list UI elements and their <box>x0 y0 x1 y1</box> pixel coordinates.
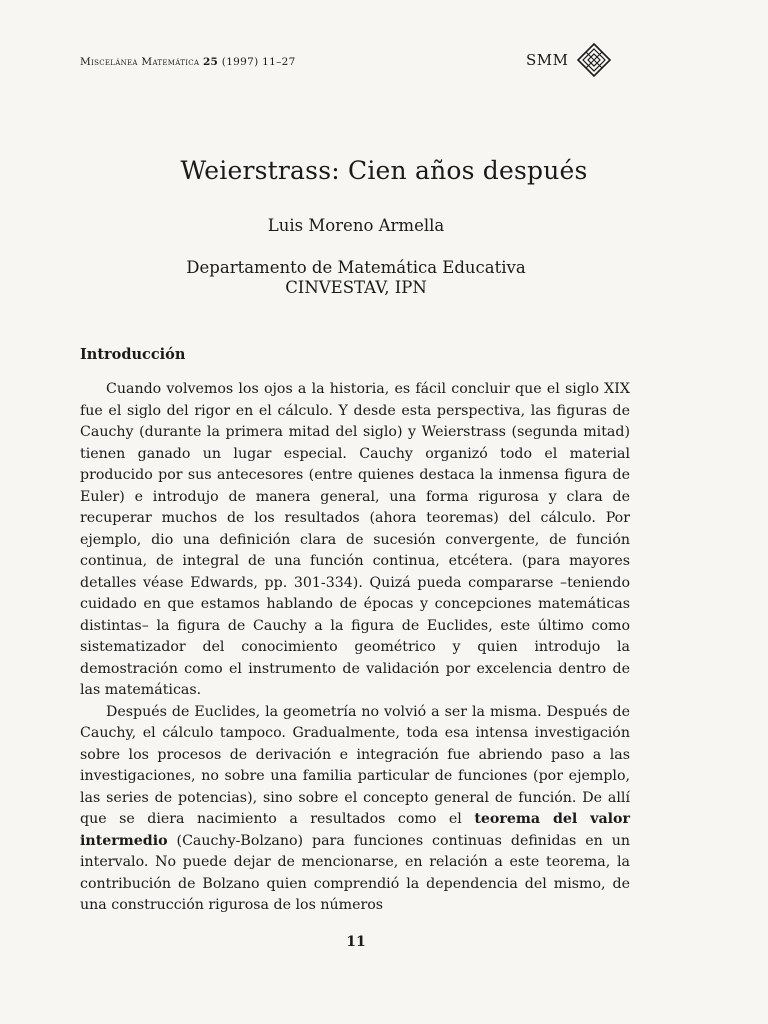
running-header <box>80 48 630 78</box>
emphasized-theorem: teorema del valor intermedio <box>80 811 630 849</box>
paragraph-2 <box>80 702 630 917</box>
journal-name: Miscelánea Matemática <box>80 56 200 68</box>
affiliation-department: Departamento de Matemática Educativa <box>186 258 526 277</box>
page-number: 11 <box>346 934 366 950</box>
paragraph-2-start: Después de Euclides, la geometría no volvió a ser la misma. Después de Cauchy, el cálculo tampoco. Gradualmente, toda esa intensa investigación sobre los procesos de derivación e integración fue abriendo paso a las investigaciones, no sobre una familia particular de funciones (por ejemplo, las series de potencias), sino sobre el concepto general de función. De allí que se diera nacimiento a resultados como el <box>80 703 630 827</box>
article-title: Weierstrass: Cien años después <box>180 156 588 185</box>
smm-diamond-logo-icon <box>576 42 612 78</box>
paragraph-1: Cuando volvemos los ojos a la historia, es fácil concluir que el siglo XIX fue el siglo del rigor en el cálculo. Y desde esta perspectiva, las figuras de Cauchy (durante la primera mitad del siglo) y Weierstrass (segunda mitad) tienen ganado un lugar especial. Cauchy organizó todo el material producido por sus antecesores (entre quienes destaca la inmensa figura de Euler) e introdujo de manera general, una forma rigurosa y clara de recuperar muchos de los resultados (ahora teoremas) del cálculo. Por ejemplo, dio una definición clara de sucesión convergente, de función continua, de integral de una función continua, etcétera. (para mayores detalles véase Edwards, pp. 301-334). Quizá pueda compararse –teniendo cuidado en que estamos hablando de épocas y concepciones matemáticas distintas– la figura de Cauchy a la figura de Euclides, este último como sistematizador del conocimiento geométrico y quien introdujo la demostración como el instrumento de validación por excelencia dentro de las matemáticas. <box>80 381 630 698</box>
author-affiliation <box>0 258 712 298</box>
affiliation-institution: CINVESTAV, IPN <box>285 278 427 297</box>
section-heading: Introducción <box>80 346 186 363</box>
journal-year-pages: (1997) 11–27 <box>221 56 296 68</box>
paragraph-2-end: (Cauchy-Bolzano) para funciones continuas definidas en un intervalo. No puede dejar de mencionarse, en relación a este teorema, la contribución de Bolzano quien comprendió la dependencia del mismo, de una construcción rigurosa de los números <box>80 832 631 913</box>
society-abbreviation: SMM <box>526 51 569 69</box>
journal-citation <box>80 56 296 68</box>
body-text <box>80 379 630 917</box>
author-name: Luis Moreno Armella <box>267 216 445 235</box>
journal-volume: 25 <box>202 56 219 68</box>
